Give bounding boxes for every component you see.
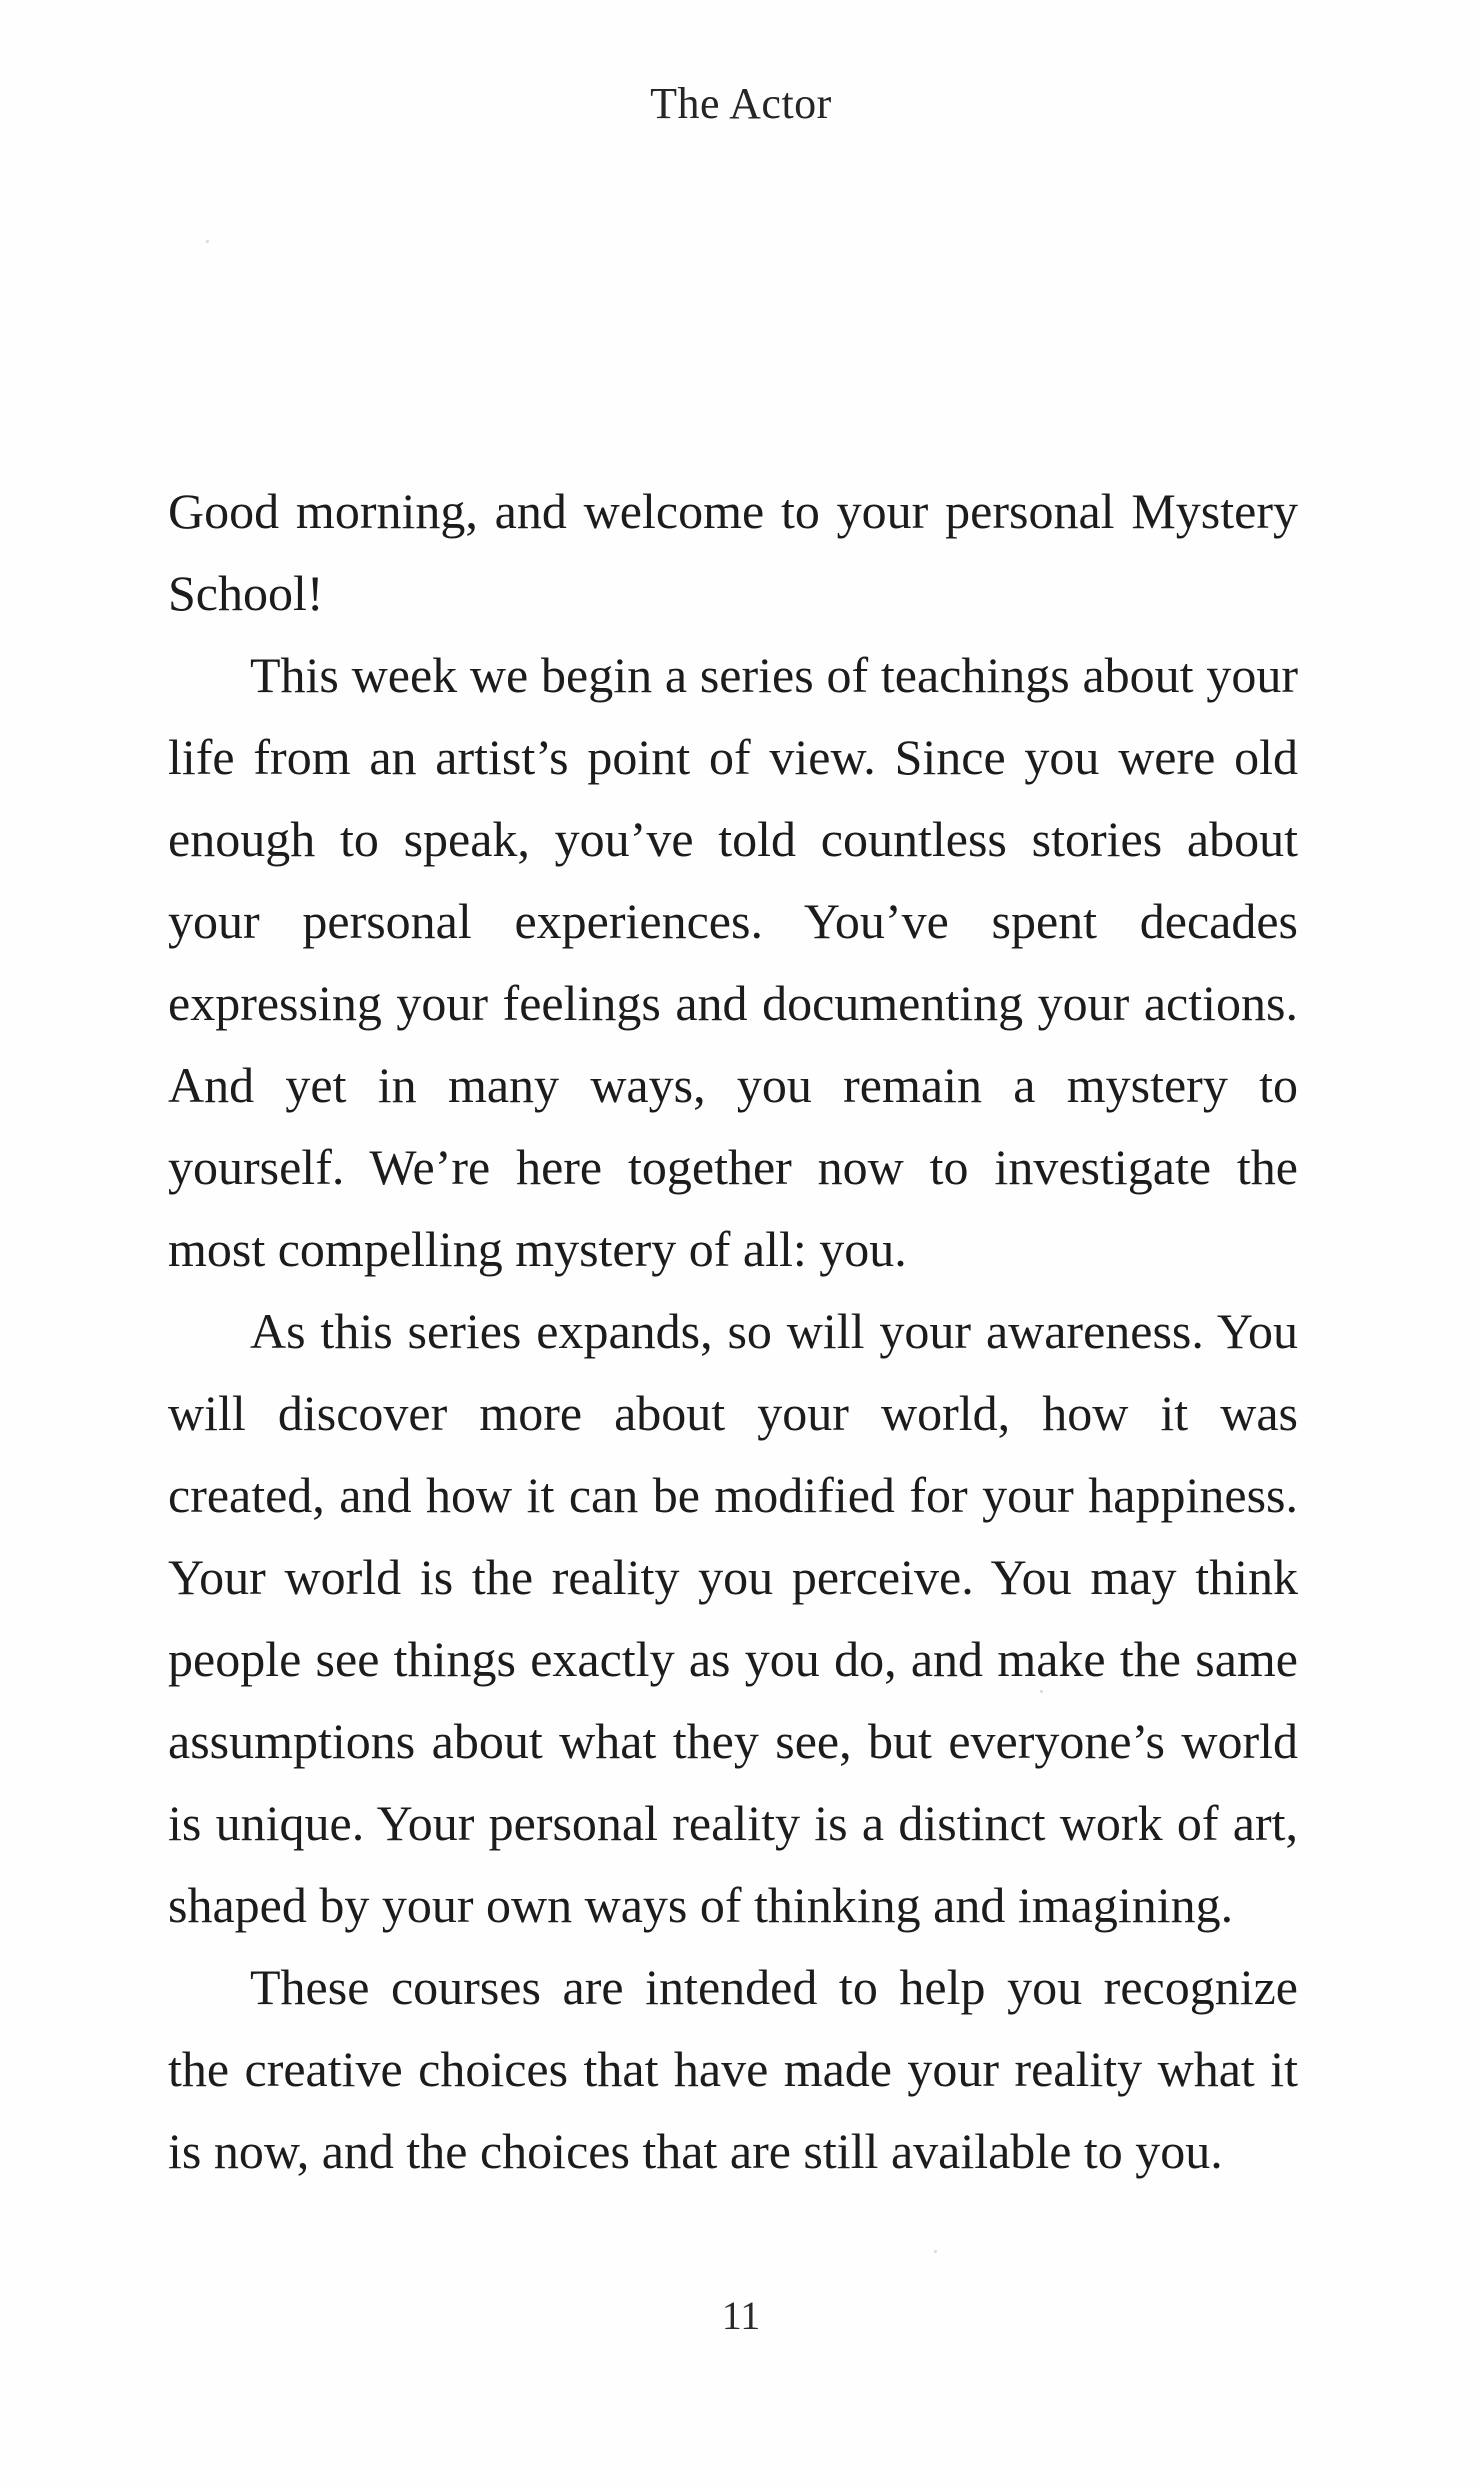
- paragraph: This week we begin a series of teachings about your life from an artist’s point of view. Since you were old enough to speak, you’ve told countless stories about your personal experiences. You’ve spent decades expressing your feelings and documenting your actions. And yet in many ways, you remain a mystery to yourself. We’re here together now to investigate the most compelling mystery of all: you.: [168, 647, 1298, 1277]
- paper-speck: [934, 2250, 937, 2253]
- paragraph-opening: Good morning, and welcome to your personal Mystery School!: [168, 483, 1298, 621]
- paragraph: As this series expands, so will your awareness. You will discover more about your world, how it was created, and how it can be modified for your happiness. Your world is the reality you perceive. You may think people see things exactly as you do, and make the same assumptions about what they see, but everyone’s world is unique. Your personal reality is a distinct work of art, shaped by your own ways of thinking and imagining.: [168, 1303, 1298, 1933]
- page-number: 11: [721, 2293, 761, 2338]
- paragraph: These courses are intended to help you recognize the creative choices that have made your reality what it is now, and the choices that are still available to you.: [168, 1959, 1298, 2179]
- running-head: The Actor: [650, 79, 832, 128]
- paper-speck: [206, 240, 209, 243]
- body-text: [168, 470, 1298, 2192]
